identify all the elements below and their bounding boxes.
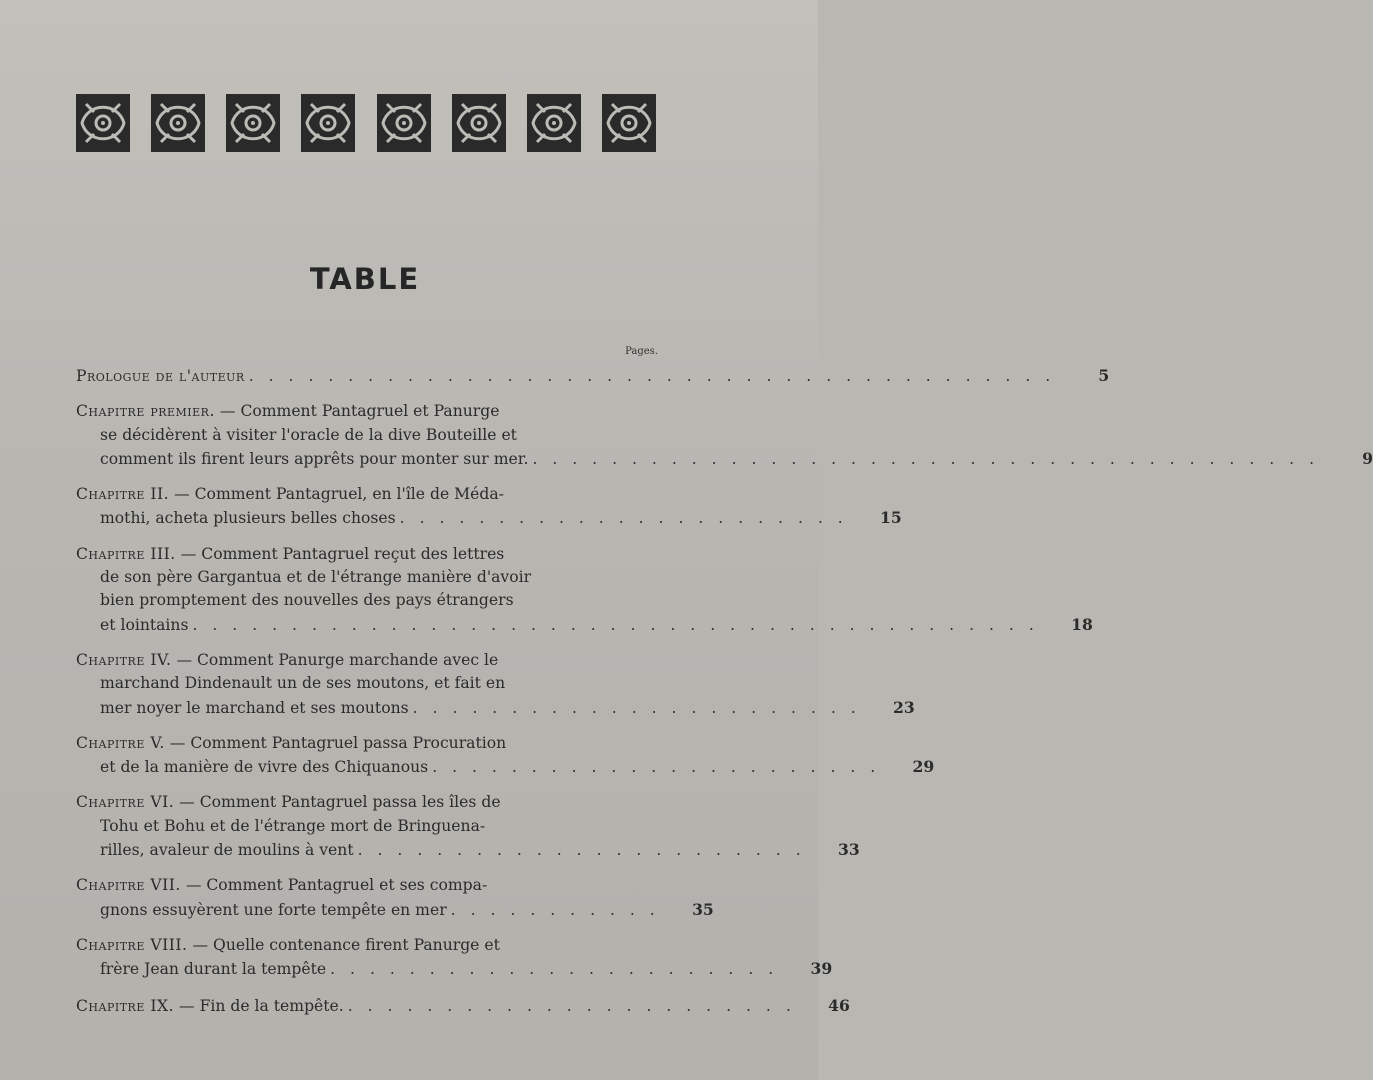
toc-page-number: 23 — [893, 697, 915, 717]
ornament-2 — [151, 94, 205, 152]
toc-page-number: 29 — [912, 757, 935, 777]
toc-entry-text: frère Jean durant la tempête — [100, 960, 327, 979]
leader-dots: . . . . . . . . . . . — [450, 900, 660, 919]
leader-dots: . . . . . . . . . . . . . . . . . . . . . . . . . . . . . . . . . . . . . . . . — [532, 449, 1320, 468]
leader-dots: . . . . . . . . . . . . . . . . . . . . . . . — [399, 509, 848, 528]
toc-entry-heading: Chapitre premier. — [76, 402, 215, 421]
toc-entry-text: — Comment Pantagruel passa les îles de — [179, 793, 501, 812]
toc-entry-chapter-3 — [76, 543, 1093, 637]
page-title: TABLE — [309, 262, 421, 296]
toc-entry-text: comment ils firent leurs apprêts pour monter sur mer. — [100, 449, 529, 468]
toc-entry-text: — Fin de la tempête. — [179, 996, 344, 1015]
toc-page-number: 18 — [1071, 614, 1093, 634]
toc-entry-text: — Comment Panurge marchande avec le — [176, 650, 499, 669]
toc-page-number: 35 — [692, 899, 714, 919]
toc-entry-text: mothi, acheta plusieurs belles choses — [100, 509, 396, 528]
toc-entry-heading: Chapitre III. — [76, 544, 176, 563]
toc-entry-chapter-7 — [76, 874, 714, 922]
leader-dots: . . . . . . . . . . . . . . . . . . . . . . . . . . . . . . . . . . . . . . . . . . . — [192, 615, 1039, 634]
toc-entry-text: et lointains — [100, 615, 189, 634]
ornament-1 — [76, 94, 130, 152]
toc-entry-text: marchand Dindenault un de ses moutons, et fait en — [100, 674, 506, 693]
toc-entry-text: — Comment Pantagruel et Panurge — [219, 402, 500, 421]
ornament-6 — [452, 94, 506, 152]
leader-dots: . . . . . . . . . . . . . . . . . . . . . . . . . . . . . . . . . . . . . . . . . — [248, 367, 1056, 385]
toc-entry-text: — Comment Pantagruel et ses compa- — [185, 876, 488, 895]
toc-entry-text: rilles, avaleur de moulins à vent — [100, 841, 354, 860]
ornament-5 — [377, 94, 431, 152]
toc-entry-text: de son père Gargantua et de l'étrange manière d'avoir — [100, 568, 532, 587]
table-of-contents — [76, 364, 1373, 1030]
toc-entry-chapter-8 — [76, 934, 833, 982]
toc-entry-heading: Chapitre VII. — [76, 876, 181, 895]
toc-entry-chapter-2 — [76, 483, 902, 531]
pages-column-label: Pages. — [625, 346, 658, 357]
ornament-3 — [226, 94, 280, 152]
leader-dots: . . . . . . . . . . . . . . . . . . . . . . . — [330, 960, 779, 979]
toc-entry-text: — Comment Pantagruel, en l'île de Méda- — [174, 485, 504, 504]
toc-entry-chapter-4 — [76, 649, 915, 720]
toc-entry-text: bien promptement des nouvelles des pays étrangers — [100, 591, 514, 610]
leader-dots: . . . . . . . . . . . . . . . . . . . . . . . — [347, 996, 796, 1015]
toc-entry-heading: Chapitre VI. — [76, 793, 175, 812]
toc-entry-heading: Chapitre II. — [76, 485, 170, 504]
toc-entry-text: Tohu et Bohu et de l'étrange mort de Bringuena- — [100, 816, 486, 835]
toc-entry-chapter-6 — [76, 791, 860, 862]
toc-entry-heading: Chapitre IX. — [76, 996, 175, 1015]
toc-entry-text: — Quelle contenance firent Panurge et — [192, 935, 500, 954]
toc-page-number: 5 — [1098, 366, 1110, 385]
toc-page-number: 39 — [810, 959, 833, 979]
toc-page-number: 33 — [837, 840, 860, 860]
toc-entry-heading: Chapitre IV. — [76, 650, 172, 669]
toc-entry-text: mer noyer le marchand et ses moutons — [100, 698, 409, 717]
leader-dots: . . . . . . . . . . . . . . . . . . . . . . . — [432, 758, 881, 777]
toc-entry-text: — Comment Pantagruel reçut des lettres — [180, 544, 505, 563]
ornament-band — [76, 90, 656, 156]
toc-entry-text: se décidèrent à visiter l'oracle de la dive Bouteille et — [100, 425, 517, 444]
toc-entry-chapter-9 — [76, 994, 850, 1018]
toc-page-number: 15 — [880, 508, 902, 528]
toc-entry-heading: Chapitre VIII. — [76, 935, 188, 954]
toc-entry-text: et de la manière de vivre des Chiquanous — [100, 758, 429, 777]
ornament-4 — [301, 94, 355, 152]
leader-dots: . . . . . . . . . . . . . . . . . . . . . . . — [412, 698, 861, 717]
toc-entry-heading: Chapitre V. — [76, 733, 165, 752]
toc-page-number: 46 — [828, 995, 850, 1015]
toc-entry-chapter-1 — [76, 400, 1373, 471]
toc-entry-text: gnons essuyèrent une forte tempête en mer — [100, 900, 447, 919]
toc-entry-text: — Comment Pantagruel passa Procuration — [169, 733, 507, 752]
toc-page-number: 9 — [1362, 448, 1373, 468]
toc-entry-chapter-5 — [76, 732, 935, 780]
toc-entry-heading: Prologue de l'auteur — [76, 367, 245, 385]
toc-entry-prologue — [76, 364, 1110, 388]
leader-dots: . . . . . . . . . . . . . . . . . . . . . . . — [357, 841, 806, 860]
ornament-7 — [527, 94, 581, 152]
ornament-8 — [602, 94, 656, 152]
